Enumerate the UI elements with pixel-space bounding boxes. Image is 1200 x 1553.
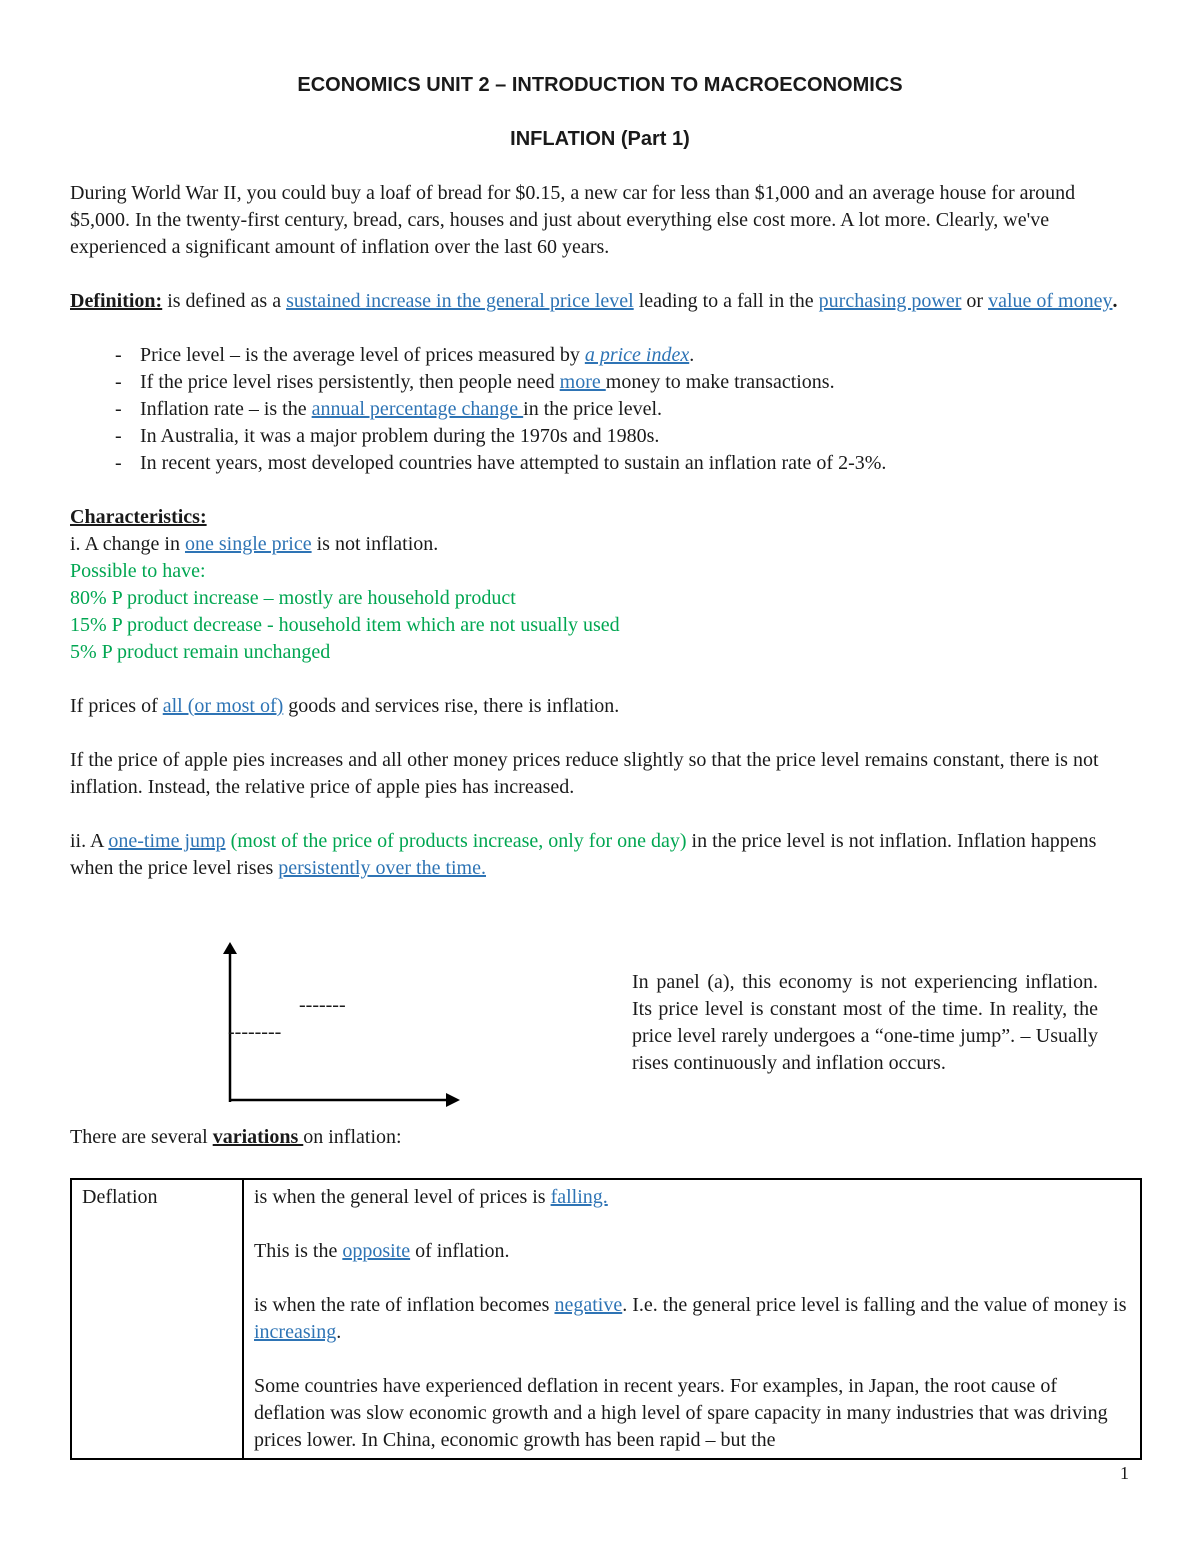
panel-a-description: In panel (a), this economy is not experiencing inflation. Its price level is constant most of the time. In reality, the price level rarely undergoes a “one-time jump”. – Usually rises continuously and inflation occurs. — [632, 971, 1098, 1074]
deflation-def-2 — [254, 1238, 1130, 1265]
definition-text-3: or — [961, 290, 989, 312]
link-price-index[interactable]: a price index — [584, 344, 690, 366]
link-all-or-most-of[interactable]: all (or most of) — [162, 695, 284, 717]
text: There are several — [70, 1126, 213, 1148]
text: goods and services rise, there is inflation. — [283, 695, 620, 717]
definition-text-2: leading to a fall in the — [633, 290, 819, 312]
list-item — [70, 396, 1130, 423]
characteristics-heading: Characteristics: — [70, 506, 207, 528]
all-prices-paragraph — [70, 693, 1130, 720]
variations-intro — [70, 1124, 402, 1151]
text: If prices of — [70, 695, 163, 717]
note-line: 15% P product decrease - household item which are not usually used — [70, 614, 620, 636]
list-item — [70, 369, 1130, 396]
definition-cell — [243, 1179, 1141, 1459]
variations-table — [70, 1178, 1142, 1460]
text: . — [336, 1321, 342, 1343]
bullet-text: money to make transactions. — [605, 371, 835, 393]
bullet-text: Inflation rate – is the — [140, 398, 312, 420]
note-line: Possible to have: — [70, 560, 206, 582]
link-purchasing-power[interactable]: purchasing power — [818, 290, 962, 312]
deflation-def-1 — [254, 1184, 1130, 1211]
text: is when the rate of inflation becomes — [254, 1294, 555, 1316]
table-row — [71, 1179, 1141, 1459]
link-one-single-price[interactable]: one single price — [184, 533, 312, 555]
green-note: (most of the price of products increase, only for one day) — [225, 830, 687, 852]
link-sustained-increase[interactable]: sustained increase in the general price level — [286, 290, 634, 312]
link-annual-percentage-change[interactable]: annual percentage change — [311, 398, 524, 420]
dashed-line-high: ------- — [299, 994, 346, 1016]
link-more[interactable]: more — [559, 371, 606, 393]
note-line: 5% P product remain unchanged — [70, 641, 331, 663]
definition-label: Definition: — [70, 290, 163, 312]
topic-title: INFLATION (Part 1) — [510, 128, 690, 150]
link-persistently-over-time[interactable]: persistently over the time. — [278, 857, 486, 879]
variations-bold: variations — [212, 1126, 304, 1148]
intro-paragraph: During World War II, you could buy a loaf of bread for $0.15, a new car for less than $1,000 and an average house for around $5,000. In the twenty-first century, bread, cars, houses and just about everything else cost more. A lot more. Clearly, we've experienced a significant amount of inflation over the last 60 years. — [70, 182, 1076, 258]
link-increasing[interactable]: increasing — [254, 1321, 337, 1343]
text: of inflation. — [410, 1240, 510, 1262]
characteristic-1 — [70, 531, 1130, 558]
bullet-text: If the price level rises persistently, then people need — [140, 371, 560, 393]
text: This is the — [254, 1240, 343, 1262]
course-title: ECONOMICS UNIT 2 – INTRODUCTION TO MACROECONOMICS — [297, 74, 903, 96]
characteristic-2 — [70, 828, 1130, 882]
text: on inflation: — [303, 1126, 402, 1148]
bullet-text: Price level – is the average level of prices measured by — [140, 344, 585, 366]
text: ii. A — [70, 830, 109, 852]
text: i. A change in — [70, 533, 185, 555]
text: in the price level is not inflation. Inflation happens when the price level rises — [70, 830, 1097, 879]
deflation-def-3 — [254, 1292, 1130, 1346]
definition-bullets — [70, 342, 1130, 477]
text: is when the general level of prices is — [254, 1186, 551, 1208]
x-axis-arrow — [446, 1093, 460, 1107]
list-item: - In Australia, it was a major problem during the 1970s and 1980s. — [70, 423, 1130, 450]
apple-pies-paragraph: If the price of apple pies increases and all other money prices reduce slightly so that the price level remains constant, there is not inflation. Instead, the relative price of apple pies has increased. — [70, 749, 1099, 798]
y-axis-arrow — [223, 942, 237, 954]
bullet-text: in the price level. — [523, 398, 662, 420]
text: . I.e. the general price level is falling and the value of money is — [622, 1294, 1127, 1316]
bullet-text: . — [689, 344, 695, 366]
page-number: 1 — [1120, 1463, 1129, 1483]
dashed-line-low: -------- — [228, 1021, 282, 1043]
link-value-of-money[interactable]: value of money — [988, 290, 1113, 312]
definition-paragraph — [70, 288, 1130, 315]
link-opposite[interactable]: opposite — [342, 1240, 411, 1262]
deflation-examples: Some countries have experienced deflation in recent years. For examples, in Japan, the root cause of deflation was slow economic growth and a high level of spare capacity in many industries that was driving prices lower. In China, economic growth has been rapid – but the — [254, 1375, 1108, 1451]
link-falling[interactable]: falling. — [550, 1186, 608, 1208]
text: is not inflation. — [311, 533, 439, 555]
list-item: - In recent years, most developed countries have attempted to sustain an inflation rate of 2-3%. — [70, 450, 1130, 477]
document-page — [70, 70, 1130, 1451]
link-negative[interactable]: negative — [554, 1294, 623, 1316]
list-item — [70, 342, 1130, 369]
price-level-diagram — [220, 942, 470, 1112]
note-line: 80% P product increase – mostly are household product — [70, 587, 516, 609]
definition-period: . — [1112, 290, 1118, 312]
definition-text-1: is defined as a — [162, 290, 287, 312]
link-one-time-jump[interactable]: one-time jump — [108, 830, 226, 852]
term-cell: Deflation — [71, 1179, 243, 1459]
